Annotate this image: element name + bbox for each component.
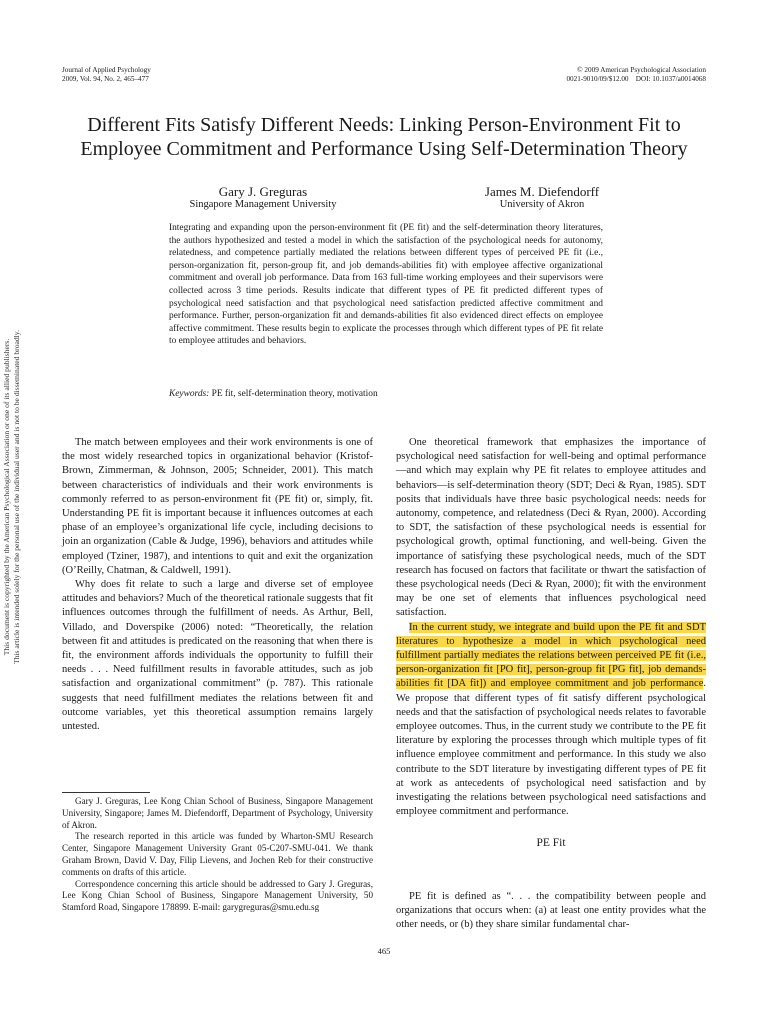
author-affiliation: Singapore Management University (189, 199, 337, 210)
body-column-right (396, 436, 706, 819)
copyright-header (566, 66, 706, 83)
page-number: 465 (377, 946, 391, 956)
paragraph: The match between employees and their work environments is one of the most widely researched topics in organizational behavior (Kristof-Brown, Zimmerman, & Johnson, 2005; Schneider, 2001). This match between characteristics of individuals and their work environments is commonly referred to as person-environment fit (PE fit) or, simply, fit. Understanding PE fit is important because it influences outcomes at each phase of an employee’s organizational life cycle, including decisions to join an organization (Cable & Judge, 1996), behaviors and attitudes while employed (Tziner, 1987), and intentions to quit and exit the organization (O’Reilly, Chatman, & Caldwell, 1991). (62, 437, 373, 576)
footnote-divider (62, 792, 150, 793)
footnote-affiliation: Gary J. Greguras, Lee Kong Chian School of Business, Singapore Management University, Singapore; James M. Diefendorff, Department of Psychology, University of Akron. (62, 796, 373, 830)
journal-name: Journal of Applied Psychology (62, 66, 151, 74)
author-block-2 (412, 184, 672, 211)
copyright-line: © 2009 American Psychological Association (577, 66, 706, 74)
author-name: Gary J. Greguras (218, 184, 308, 199)
keywords (169, 388, 603, 400)
article-title (40, 113, 728, 161)
title-line-2: Employee Commitment and Performance Using Self-Determination Theory (80, 138, 688, 160)
title-line-1: Different Fits Satisfy Different Needs: Linking Person-Environment Fit to (87, 114, 681, 136)
section-heading: PE Fit (536, 837, 566, 849)
side-notice-line-1: This document is copyrighted by the American Psychological Association or one of its allied publishers. (2, 338, 11, 656)
author-block-1 (133, 184, 393, 211)
highlighted-text[interactable]: In the current study, we integrate and build upon the PE fit and SDT literatures to hypothesize a model in which psychological need fulfillment partially mediates the relations between perceived PE fit (i.e., person-organization fit [PO fit], person-group fit [PG fit], job demands-abilities fit [DA fit]) and employee commitment and job performance (396, 621, 706, 690)
body-column-left (62, 436, 373, 734)
paragraph-text: . We propose that different types of fit satisfy different psychological needs and that the satisfaction of psychological needs relates to favorable employee outcomes. Thus, in the current study we contribute to the PE fit literature by exploring the processes through which multiple types of fit influence employee commitment and performance. In this study we also contribute to the SDT literature by investigating different types of PE fit at work as antecedents of psychological need satisfaction and by investigating the relations between psychological need satisfactions and employee commitment and performance. (396, 678, 706, 818)
paragraph: Why does fit relate to such a large and diverse set of employee attitudes and behaviors? Much of the theoretical rationale suggests that fit influences outcomes through the fulfillment of needs. As Arthur, Bell, Villado, and Doverspike (2006) noted: “Theoretically, the relation between fit and attitudes is predicated on the reasoning that when there is fit, the environment affords individuals the opportunity to fulfill their needs . . . Need fulfillment results in favorable attitudes, such as job satisfaction and organizational commitment” (p. 787). This rationale suggests that need fulfillment mediates the relations between fit and outcome variables, yet this theoretical assumption remains largely untested. (62, 579, 373, 733)
abstract: Integrating and expanding upon the person-environment fit (PE fit) and the self-determination theory literatures, the authors hypothesized and tested a model in which the satisfaction of the psychological needs for autonomy, relatedness, and competence partially mediated the relations between different types of perceived PE fit (i.e., person-organization fit, person-group fit, and job demands-abilities fit) with employee affective organizational commitment and overall job performance. Data from 163 full-time working employees and their supervisors were collected across 3 time periods. Results indicate that different types of PE fit predicted different types of psychological need satisfaction and that psychological need satisfaction predicted affective commitment and performance. Further, person-organization fit and demands-abilities fit also evidenced direct effects on employee affective commitment. These results begin to explicate the processes through which different types of PE fit relate to employee attitudes and behaviors. (169, 223, 603, 347)
footnote-correspondence: Correspondence concerning this article should be addressed to Gary J. Greguras, Lee Kong Chian School of Business, Singapore Management University, 50 Stamford Road, Singapore 178899. E-mail: garygreguras@smu.edu.sg (62, 878, 373, 913)
journal-volume: 2009, Vol. 94, No. 2, 465–477 (62, 74, 149, 83)
journal-header (62, 66, 151, 83)
paragraph: PE fit is defined as “. . . the compatibility between people and organizations that occurs when: (a) at least one entity provides what the other needs, or (b) they share similar fundamental char- (396, 891, 706, 931)
pe-fit-section (396, 890, 706, 933)
footnote-funding: The research reported in this article was funded by Wharton-SMU Research Center, Singapore Management University Grant 05-C207-SMU-041. We thank Graham Brown, David V. Day, Filip Lievens, and Jochen Reb for their constructive comments on drafts of this article. (62, 831, 373, 877)
keywords-text: PE fit, self-determination theory, motivation (209, 389, 378, 399)
side-notice-line-2: This article is intended solely for the personal use of the individual user and is not to be disseminated broadly. (11, 330, 21, 664)
author-affiliation: University of Akron (499, 199, 585, 210)
paragraph-with-highlight (396, 621, 706, 820)
footnotes (62, 796, 373, 914)
issn-doi-line: 0021-9010/09/$12.00 DOI: 10.1037/a0014068 (566, 74, 706, 83)
keywords-label: Keywords: (169, 389, 210, 399)
copyright-side-notice (2, 287, 32, 707)
paragraph: One theoretical framework that emphasizes the importance of psychological need satisfaction for well-being and optimal performance—and which may explain why PE fit relates to employee attitudes and behaviors—is self-determination theory (SDT; Deci & Ryan, 1985). SDT posits that individuals have three basic psychological needs: needs for autonomy, competence, and relatedness (Deci & Ryan, 2000). According to SDT, the satisfaction of these psychological needs is essential for psychological growth, optimal functioning, and well-being. Given the importance of satisfying these psychological needs, much of the SDT research has focused on factors that facilitate or thwart the satisfaction of these psychological needs (Deci & Ryan, 2000); fit with the environment may be one set of elements that influences psychological need satisfaction. (396, 437, 706, 619)
author-name: James M. Diefendorff (484, 184, 600, 199)
